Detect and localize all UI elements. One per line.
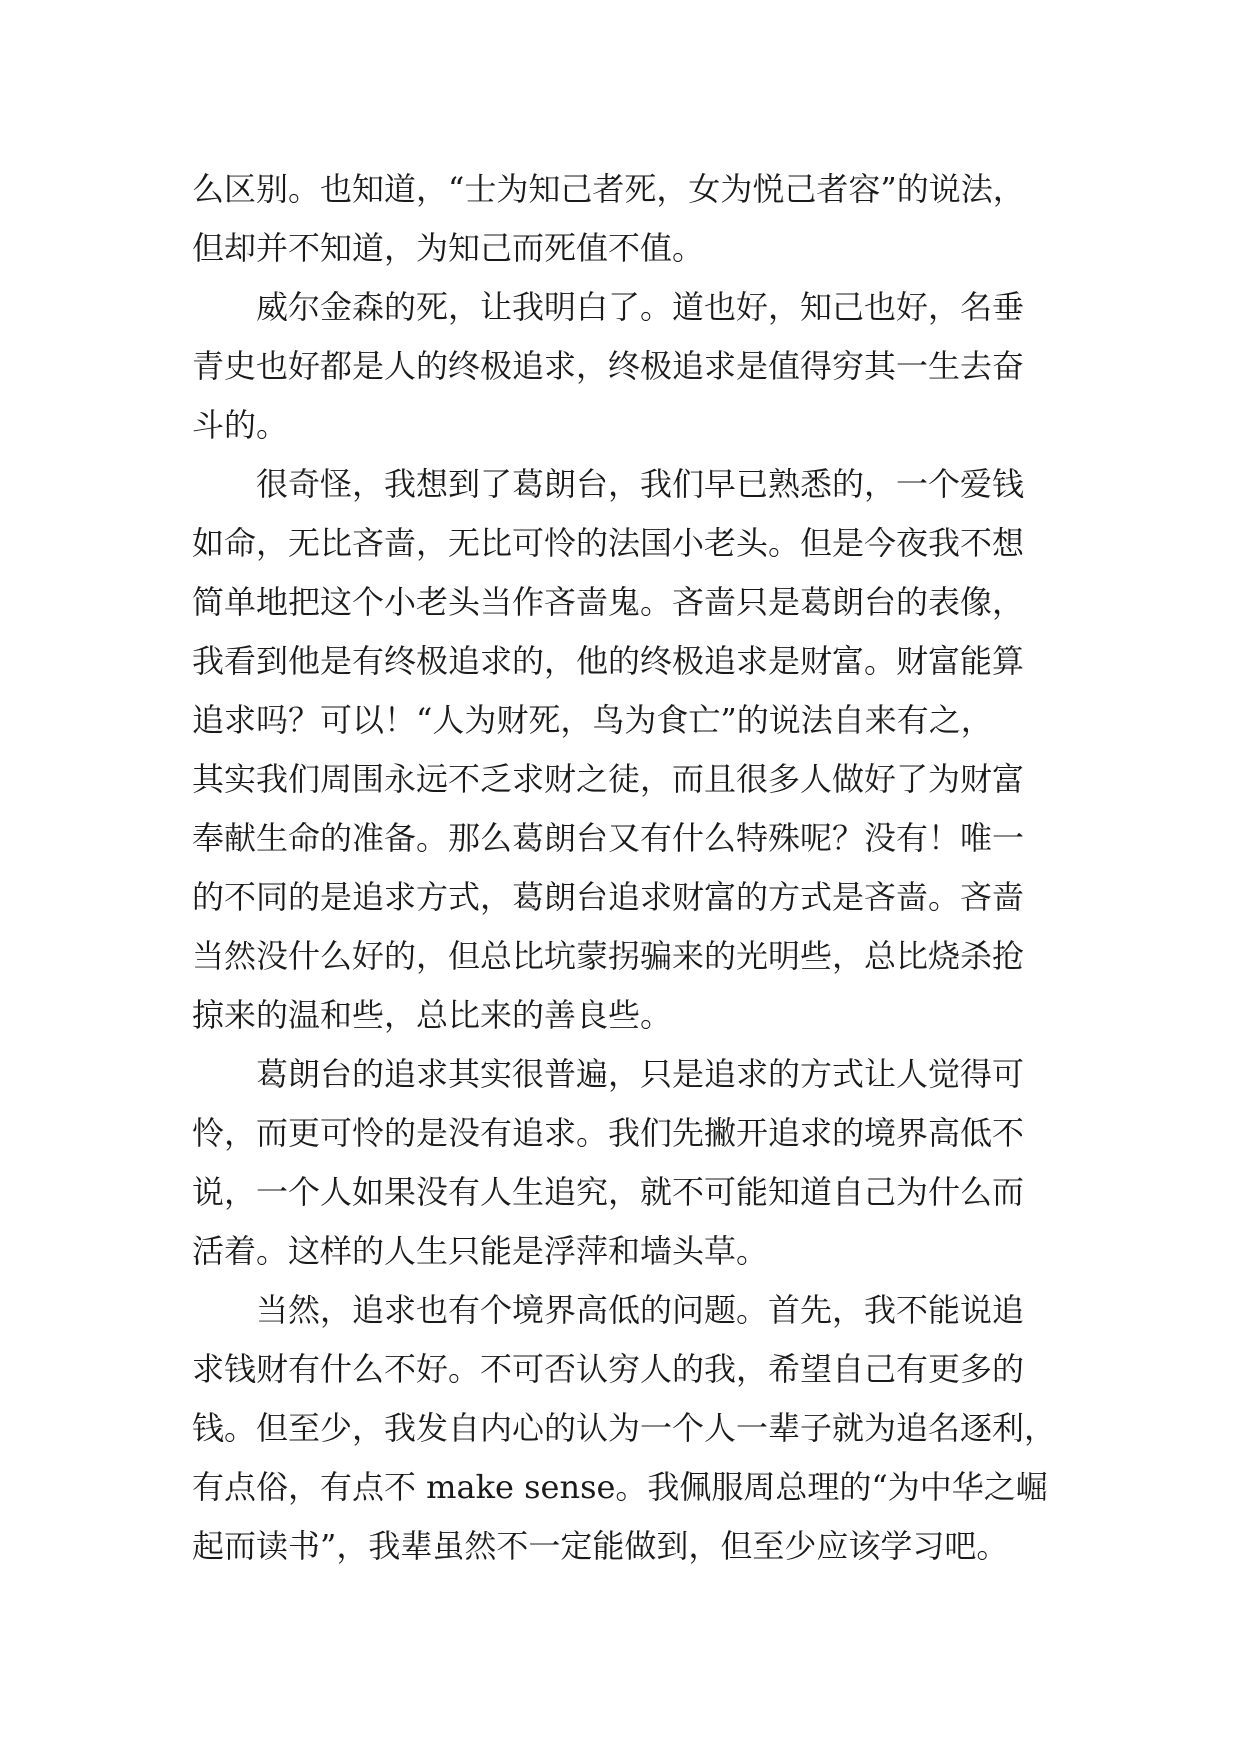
- text-line: 当然，追求也有个境界高低的问题。首先，我不能说追: [256, 1291, 1025, 1329]
- text-line: 有点俗，有点不 make sense。我佩服周总理的“为中华之崛: [192, 1468, 1048, 1506]
- text-line: 起而读书”，我辈虽然不一定能做到，但至少应该学习吧。: [192, 1527, 1009, 1565]
- text-line: 但却并不知道，为知己而死值不值。: [192, 229, 705, 267]
- text-line: 怜，而更可怜的是没有追求。我们先撇开追求的境界高低不: [192, 1114, 1025, 1152]
- text-line: 斗的。: [192, 406, 289, 444]
- text-line: 简单地把这个小老头当作吝啬鬼。吝啬只是葛朗台的表像，: [192, 583, 1025, 621]
- text-line: 的不同的是追求方式，葛朗台追求财富的方式是吝啬。吝啬: [192, 878, 1025, 916]
- text-line: 我看到他是有终极追求的，他的终极追求是财富。财富能算: [192, 642, 1025, 680]
- text-line: 威尔金森的死，让我明白了。道也好，知己也好，名垂: [256, 288, 1025, 326]
- text-line: 如命，无比吝啬，无比可怜的法国小老头。但是今夜我不想: [192, 524, 1025, 562]
- text-line: 葛朗台的追求其实很普遍，只是追求的方式让人觉得可: [256, 1055, 1025, 1093]
- text-line: 掠来的温和些，总比来的善良些。: [192, 996, 673, 1034]
- body-text: [192, 160, 1062, 1576]
- text-line: 奉献生命的准备。那么葛朗台又有什么特殊呢？没有！唯一: [192, 819, 1025, 857]
- text-line: 追求吗？可以！“人为财死，鸟为食亡”的说法自来有之，: [192, 701, 993, 739]
- text-line: 活着。这样的人生只能是浮萍和墙头草。: [192, 1232, 769, 1270]
- text-line: 很奇怪，我想到了葛朗台，我们早已熟悉的，一个爱钱: [256, 465, 1025, 503]
- text-line: 当然没什么好的，但总比坑蒙拐骗来的光明些，总比烧杀抢: [192, 937, 1025, 975]
- text-line: 说，一个人如果没有人生追究，就不可能知道自己为什么而: [192, 1173, 1025, 1211]
- text-line: 么区别。也知道，“士为知己者死，女为悦己者容”的说法，: [192, 170, 1025, 208]
- text-line: 钱。但至少，我发自内心的认为一个人一辈子就为追名逐利，: [192, 1409, 1057, 1447]
- text-line: 青史也好都是人的终极追求，终极追求是值得穷其一生去奋: [192, 347, 1025, 385]
- text-line: 其实我们周围永远不乏求财之徒，而且很多人做好了为财富: [192, 760, 1025, 798]
- text-line: 求钱财有什么不好。不可否认穷人的我，希望自己有更多的: [192, 1350, 1025, 1388]
